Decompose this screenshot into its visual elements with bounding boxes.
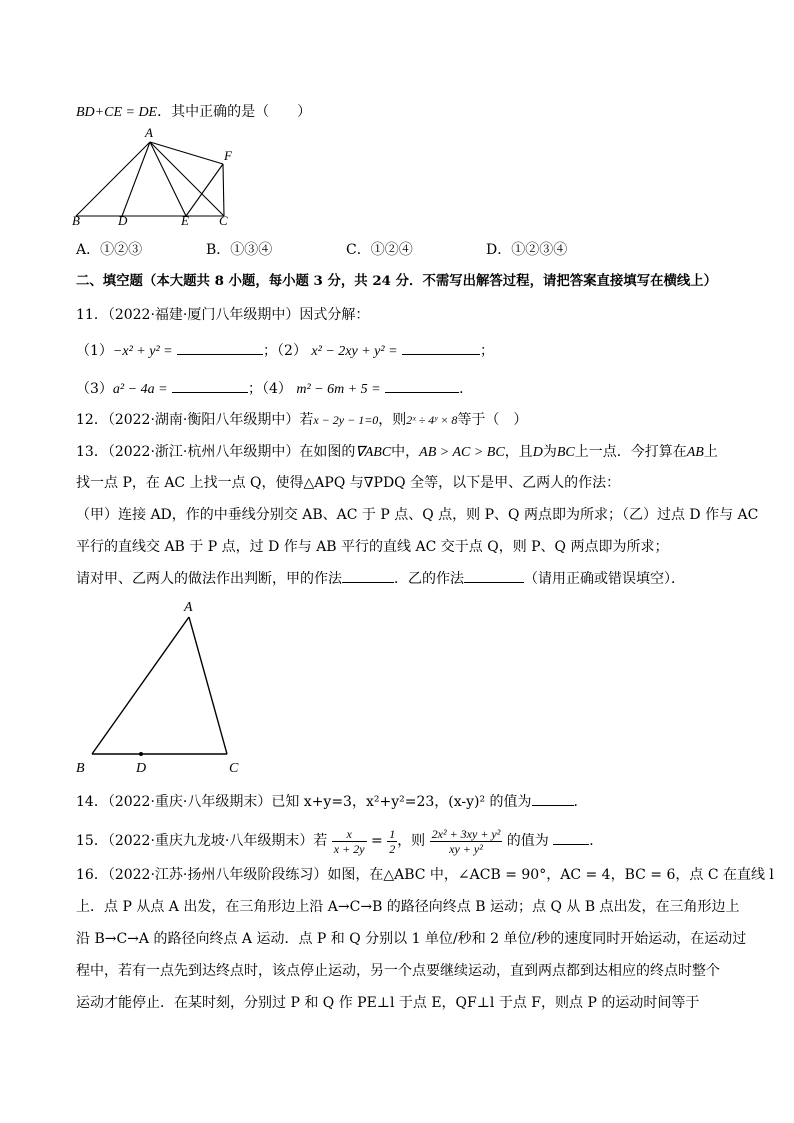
q13-line4: 平行的直线交 AB 于 P 点，过 D 作与 AB 平行的直线 AC 交于点 Q，则 P、Q 两点即为所求； (76, 539, 669, 555)
figure-2-triangle-abc (80, 605, 250, 765)
q11-stem: 11．（2022·福建·厦门八年级期中）因式分解： (76, 307, 370, 323)
q16-line4: 程中，若有一点先到达终点时，该点停止运动，另一个点要继续运动，直到两点都到达相应的终点时整个 (76, 963, 720, 979)
fig2-label-B: B (76, 761, 85, 776)
q15-f3-denominator: xy + y² (449, 841, 483, 856)
q15-f1-denominator: x + 2y (333, 841, 365, 856)
q15-f3-numerator: 2x² + 3xy + y² (431, 826, 501, 841)
q10-tail (76, 102, 311, 123)
q12-mid: ，则 (378, 412, 407, 428)
q15-fraction-1 (332, 827, 367, 856)
q13-line2: 找一点 P，在 AC 上找一点 Q，使得△APQ 与∇PDQ 全等，以下是甲、乙两人的作法： (76, 475, 621, 491)
q14 (76, 791, 588, 812)
fig2-label-C: C (229, 761, 239, 776)
fig1-label-D: D (118, 213, 128, 228)
q12-expression: 2ˣ ÷ 4ʸ × 8 (406, 413, 458, 427)
q11-part3-label: （3） (76, 381, 113, 397)
q11-part1-expr: −x² + y² = (112, 344, 173, 359)
q16-line5: 运动才能停止．在某时刻，分别过 P 和 Q 作 PE⊥l 于点 E，QF⊥l 于点 F，则点 P 的运动时间等于 (76, 995, 700, 1011)
q12-source: 12．（2022·湖南·衡阳八年级期中）若 (76, 412, 314, 428)
q13-source: 13．（2022·浙江·杭州八年级期中）在如图的 (76, 444, 356, 460)
q12-condition: x − 2y − 1=0 (313, 413, 379, 427)
fig1-label-B: B (72, 213, 80, 228)
fig2-side-AC (189, 617, 227, 754)
option-c: C．①②④ (346, 242, 413, 258)
q15-f2-denominator: 2 (389, 841, 396, 856)
q16-line1: 16．（2022·江苏·扬州八年级阶段练习）如图，在△ABC 中，∠ACB = 90°，AC = 4，BC = 6，点 C 在直线 l (76, 867, 774, 883)
q11-sep1: ；（2） (263, 343, 307, 359)
q15-f2-numerator: 1 (389, 826, 396, 841)
option-a: A．①②③ (76, 242, 143, 258)
q13-blank-yi[interactable] (464, 568, 524, 583)
q15-f1-numerator: x (332, 827, 367, 842)
q11-end1: ； (479, 343, 494, 359)
q12 (76, 410, 527, 430)
q13-judge-prompt: 请对甲、乙两人的做法作出判断，甲的作法 (76, 571, 342, 587)
fig1-label-C: C (219, 213, 228, 228)
q13-line1 (76, 442, 718, 463)
q15-equals: = (371, 833, 383, 849)
fig1-segment-EF (186, 164, 223, 216)
q11-part4-expr: m² − 6m + 5 = (296, 382, 381, 397)
fig1-label-E: E (181, 213, 189, 228)
q14-text: 14．（2022·重庆·八年级期末）已知 x+y=3，x²+y²=23，(x-y)² 的值为 (76, 794, 532, 810)
q13-t4: 上一点．今打算在 (574, 444, 687, 460)
q12-ask: 等于（ ） (457, 412, 528, 428)
fig1-segment-FC (223, 164, 224, 216)
q11-part2-expr: x² − 2xy + y² = (311, 344, 398, 359)
q16-line2: 上．点 P 从点 A 出发，在三角形边上沿 A→C→B 的路径向终点 B 运动；点 Q 从 B 点出发，在三角形边上 (76, 899, 740, 915)
fig1-segment-AB (76, 142, 150, 216)
q13-seg-bc: BC (556, 445, 575, 460)
q14-end: ． (573, 794, 588, 810)
q15-mid: ，则 (397, 833, 426, 849)
q11-part3-expr: a² − 4a = (112, 382, 168, 397)
q13-t3: 为 (542, 444, 557, 460)
q10-condition: BD+CE = DE (76, 105, 158, 120)
q15-source: 15．（2022·重庆九龙坡·八年级期末）若 (76, 833, 328, 849)
q13-t2: ，且 (504, 444, 533, 460)
q11-part1-blank[interactable] (177, 340, 263, 355)
fig2-label-A: A (184, 600, 193, 615)
q11-end2: ． (459, 381, 474, 397)
q13-judge-hint: （请用正确或错误填空）． (524, 571, 685, 587)
fig2-label-D: D (136, 761, 147, 776)
q13-t1: 中， (391, 444, 420, 460)
q14-blank[interactable] (532, 791, 574, 806)
fig2-point-D (139, 752, 143, 756)
q13-line3: （甲）连接 AD，作的中垂线分别交 AB、AC 于 P 点、Q 点，则 P、Q 两点即为所求；（乙）过点 D 作与 AC (76, 507, 759, 523)
fig1-segment-AD (122, 142, 150, 216)
q13-judge-yi: ．乙的作法 (394, 571, 464, 587)
q15-fraction-3 (430, 827, 503, 856)
q15-end: ． (589, 833, 604, 849)
q13-triangle: ∇ABC (355, 445, 392, 460)
q11-part2-blank[interactable] (402, 340, 480, 355)
q11-row1 (76, 340, 494, 362)
q13-inequality: AB > AC > BC (419, 445, 505, 460)
q11-sep2: ；（4） (247, 381, 292, 397)
option-d: D．①②③④ (486, 242, 568, 258)
q11-row2 (76, 378, 473, 400)
q13-blank-jia[interactable] (342, 568, 394, 583)
q11-part1-label: （1） (76, 343, 113, 359)
q13-point-d: D (532, 445, 543, 460)
fig1-label-A: A (145, 125, 153, 140)
q13-t5: 上 (703, 444, 718, 460)
q11-part4-blank[interactable] (385, 378, 459, 393)
option-b: B．①③④ (206, 242, 273, 258)
q16-line3: 沿 B→C→A 的路径向终点 A 运动．点 P 和 Q 分别以 1 单位/秒和 2 单位/秒的速度同时开始运动，在运动过 (76, 931, 747, 947)
q15-blank[interactable] (553, 830, 589, 845)
q13-seg-ab: AB (686, 445, 704, 460)
q15-ask: 的值为 (506, 833, 549, 849)
q15-fraction-2 (387, 827, 397, 856)
q15 (76, 826, 603, 856)
q10-question: ．其中正确的是（ ） (157, 104, 312, 120)
q13-line5 (76, 568, 685, 589)
fig1-label-F: F (224, 148, 232, 163)
section-2-heading: 二、填空题（本大题共 8 小题，每小题 3 分，共 24 分．不需写出解答过程，请把答案直接填写在横线上） (76, 273, 718, 289)
fig2-side-AB (92, 617, 189, 754)
q11-part3-blank[interactable] (172, 378, 248, 393)
fig1-segment-AE (150, 142, 186, 216)
